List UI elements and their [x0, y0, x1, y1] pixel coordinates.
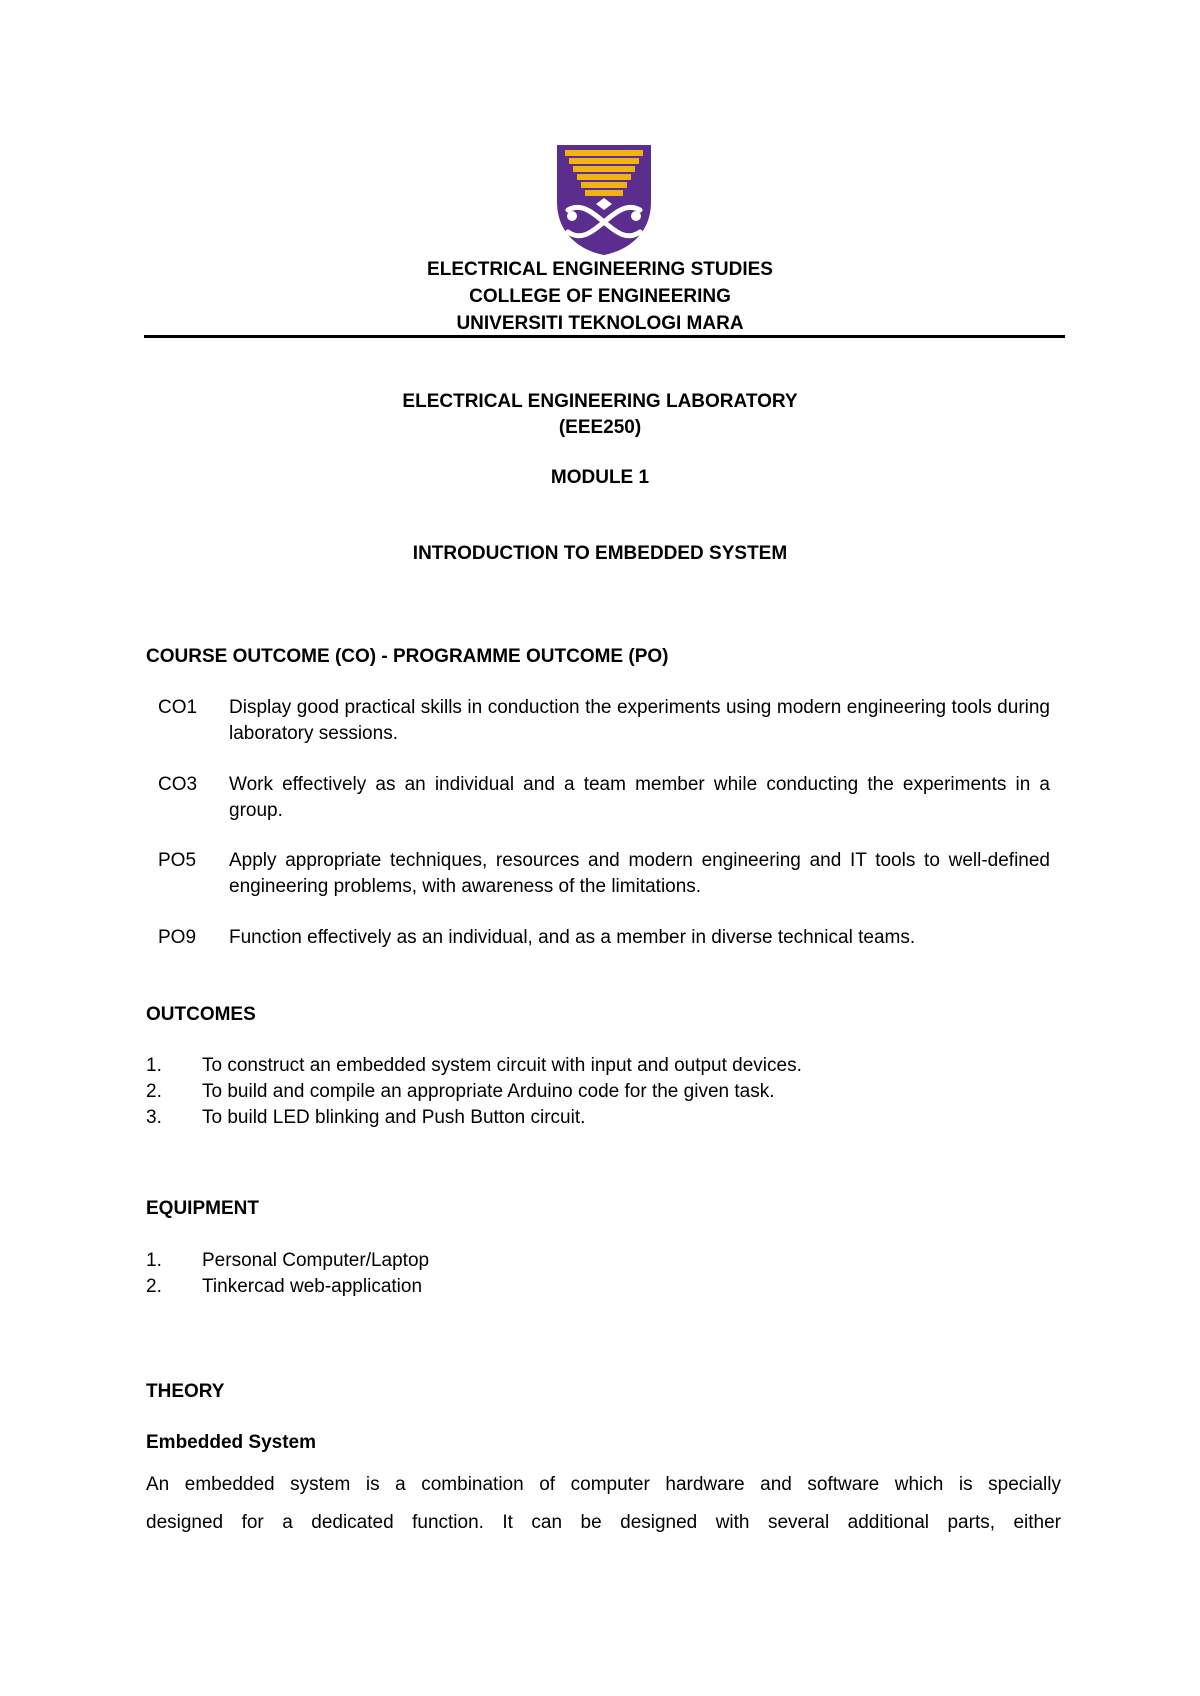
- outcome-code: PO9: [158, 927, 197, 948]
- outcome-text: Display good practical skills in conduction the experiments using modern engineering tools during laboratory sessions.: [229, 697, 1050, 744]
- theory-subheading: Embedded System: [146, 1432, 316, 1453]
- list-number: 1.: [146, 1250, 162, 1271]
- co-po-heading: COURSE OUTCOME (CO) - PROGRAMME OUTCOME (PO): [146, 646, 669, 667]
- list-text: Tinkercad web-application: [202, 1276, 423, 1297]
- department-name: ELECTRICAL ENGINEERING STUDIES: [427, 259, 773, 280]
- outcome-text: Apply appropriate techniques, resources and modern engineering and IT tools to well-defined engineering problems, with awareness of the limitations.: [229, 850, 1050, 897]
- list-text: Personal Computer/Laptop: [202, 1250, 430, 1271]
- institution-header: [0, 256, 1200, 337]
- university-crest-logo: [556, 144, 652, 256]
- outcome-code: CO3: [158, 774, 198, 795]
- theory-paragraph-line: An embedded system is a combination of computer hardware and software which is specially: [146, 1474, 1061, 1495]
- list-item: [146, 1274, 429, 1300]
- list-item: [146, 1053, 802, 1079]
- outcome-code: PO5: [158, 850, 197, 871]
- list-item: [146, 1079, 802, 1105]
- module-topic: INTRODUCTION TO EMBEDDED SYSTEM: [412, 543, 788, 564]
- equipment-list: [146, 1248, 429, 1300]
- outcome-code: CO1: [158, 697, 198, 718]
- outcomes-heading: OUTCOMES: [146, 1004, 256, 1025]
- outcome-text: Work effectively as an individual and a team member while conducting the experiments in a group.: [229, 774, 1050, 821]
- list-text: To construct an embedded system circuit with input and output devices.: [202, 1055, 802, 1076]
- list-number: 2.: [146, 1081, 162, 1102]
- university-name: UNIVERSITI TEKNOLOGI MARA: [456, 313, 744, 334]
- list-number: 3.: [146, 1107, 162, 1128]
- list-item: [146, 1248, 429, 1274]
- header-divider: [144, 335, 1065, 338]
- theory-paragraph-line: designed for a dedicated function. It can be designed with several additional parts, either: [146, 1512, 1061, 1533]
- college-name: COLLEGE OF ENGINEERING: [469, 286, 731, 307]
- list-number: 1.: [146, 1055, 162, 1076]
- lab-title: ELECTRICAL ENGINEERING LABORATORY: [402, 391, 798, 412]
- course-code: (EEE250): [558, 417, 642, 438]
- list-item: [146, 1105, 802, 1131]
- outcomes-list: [146, 1053, 802, 1131]
- list-text: To build LED blinking and Push Button circuit.: [202, 1107, 586, 1128]
- list-number: 2.: [146, 1276, 162, 1297]
- list-text: To build and compile an appropriate Arduino code for the given task.: [202, 1081, 775, 1102]
- module-number: MODULE 1: [550, 467, 650, 488]
- outcome-text: Function effectively as an individual, and as a member in diverse technical teams.: [229, 927, 916, 948]
- equipment-heading: EQUIPMENT: [146, 1198, 259, 1219]
- theory-heading: THEORY: [146, 1381, 225, 1402]
